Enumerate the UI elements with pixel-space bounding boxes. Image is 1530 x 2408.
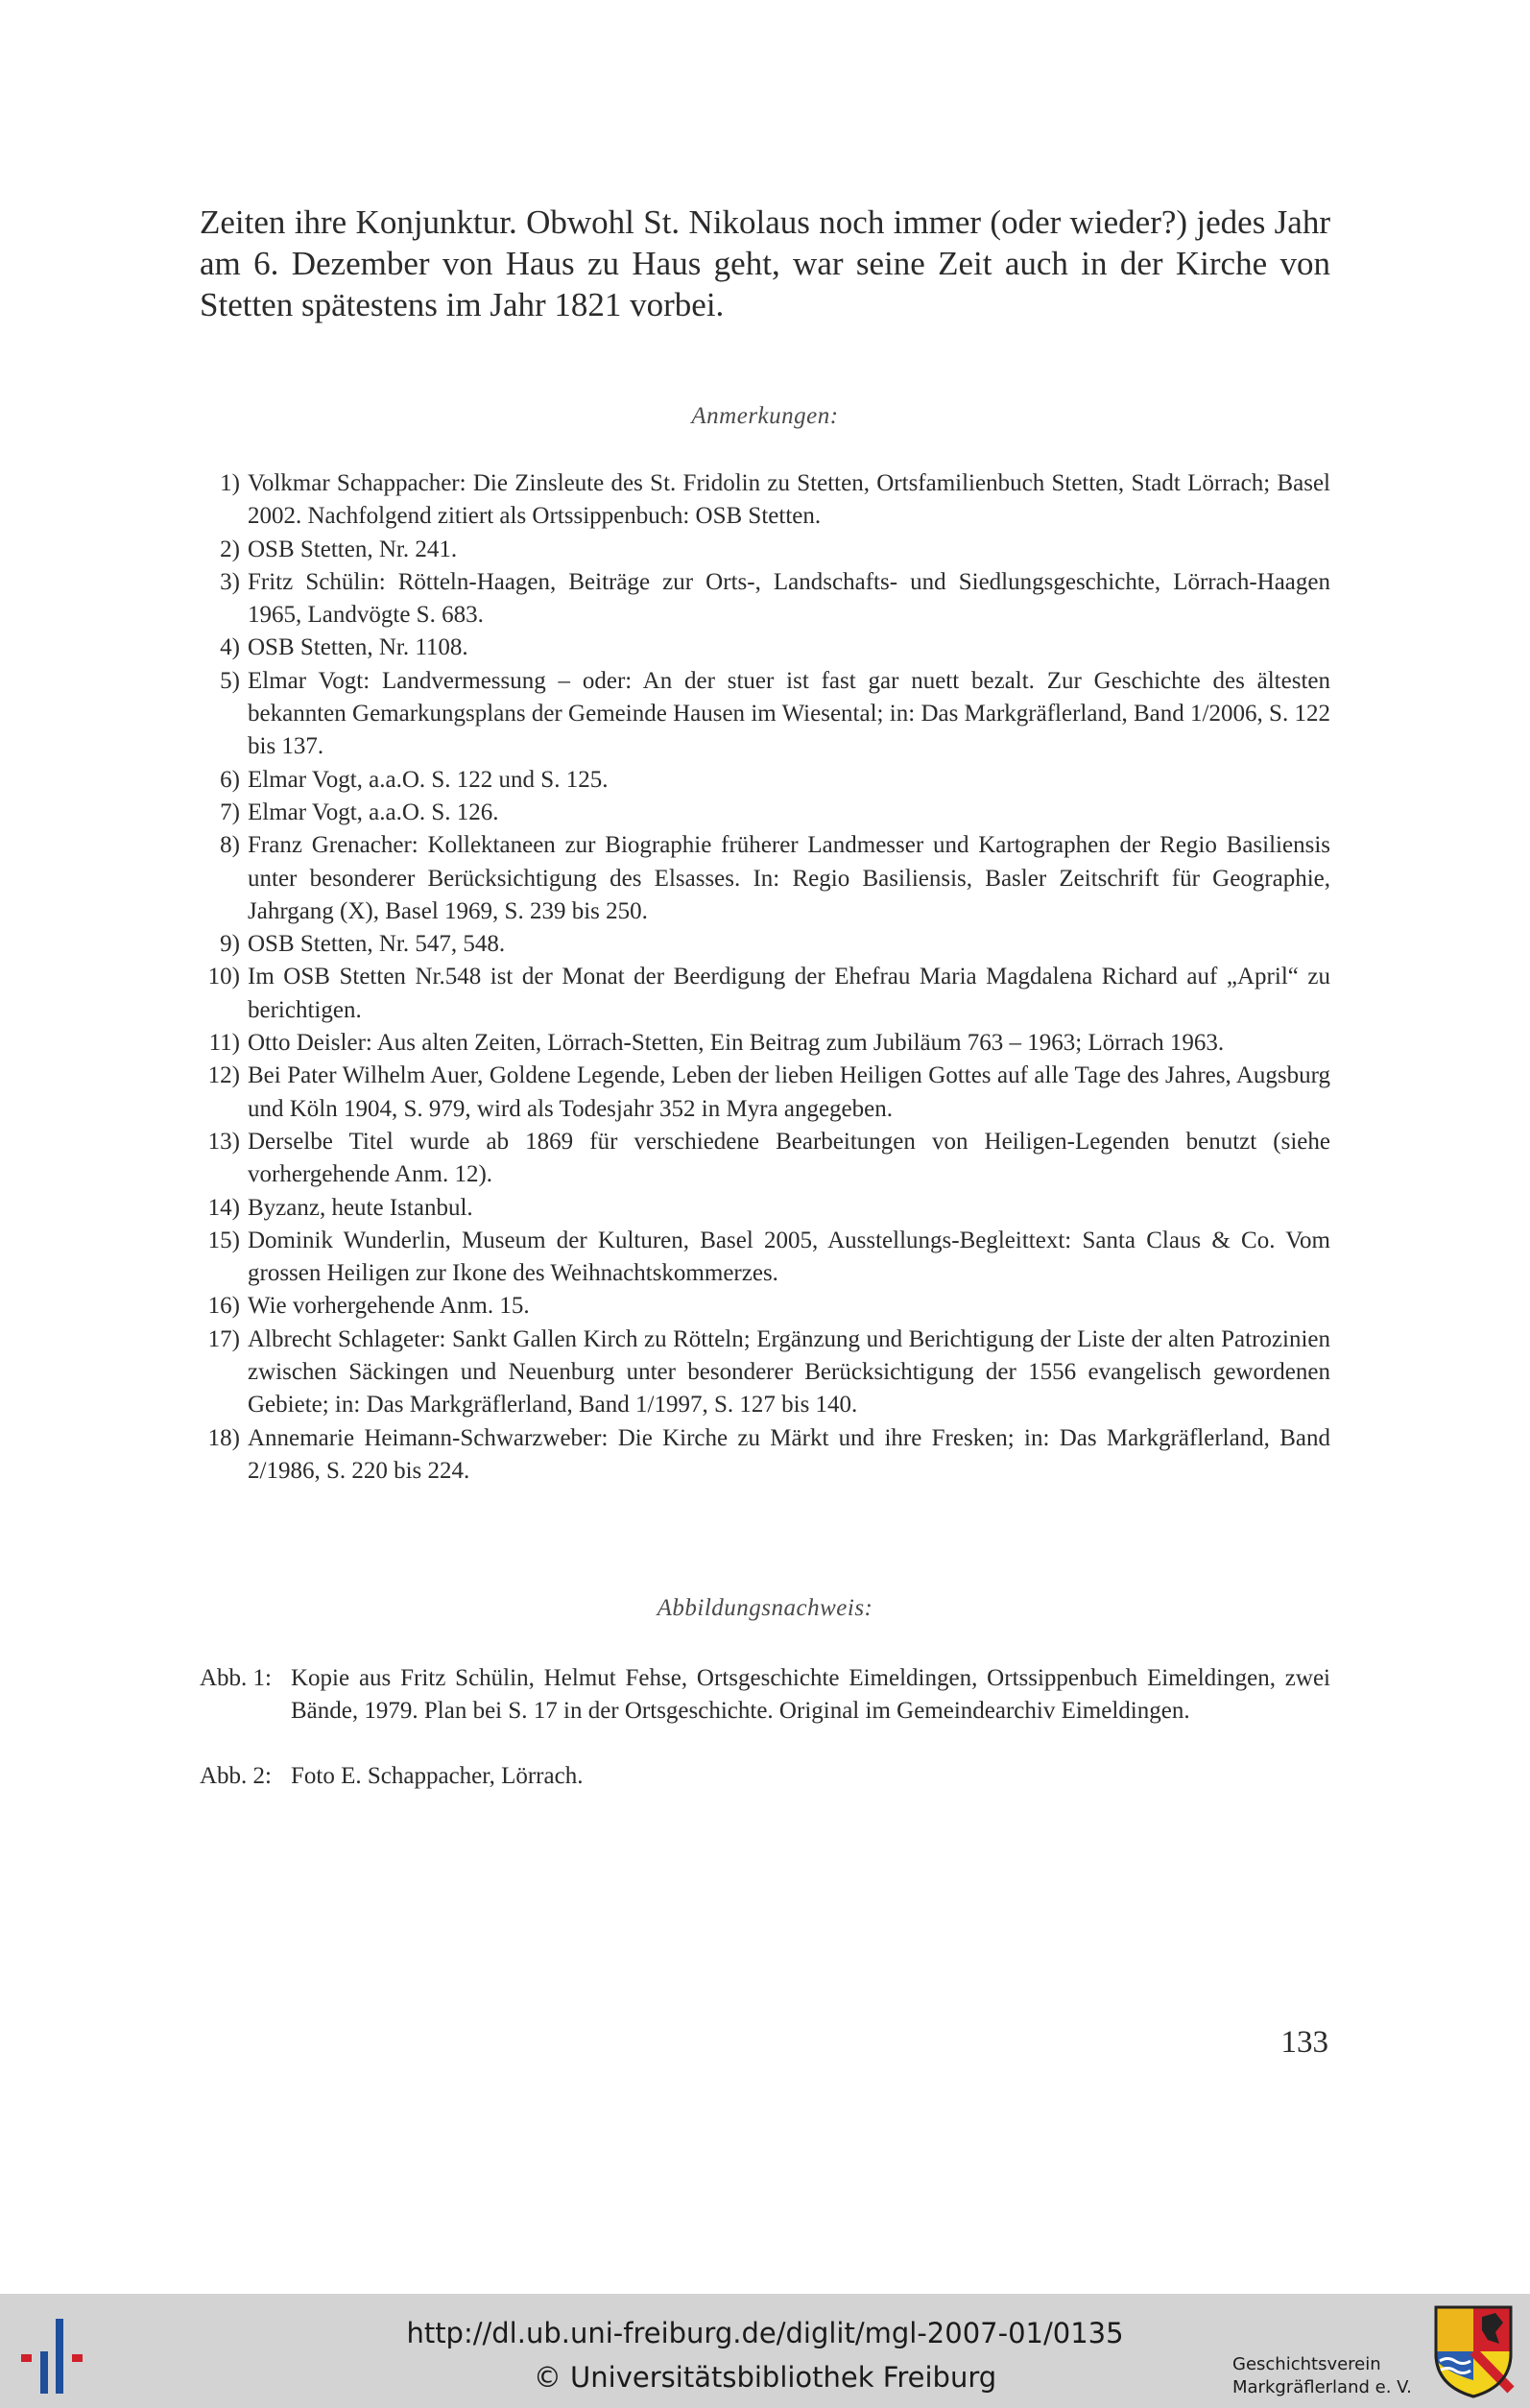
note-item [200,829,1330,928]
note-item [200,1192,1330,1225]
figures-heading: Abbildungsnachweis: [657,1595,873,1621]
note-text: Byzanz, heute Istanbul. [248,1194,473,1221]
footer-copyright: © Universitätsbibliothek Freiburg [533,2361,997,2394]
note-text: Annemarie Heimann-Schwarzweber: Die Kirche zu Märkt und ihre Fresken; in: Das Markgräflerland, Band 2/1986, S. 220 bis 224. [248,1424,1330,1484]
note-number: 14) [207,1194,240,1221]
note-item [200,1126,1330,1192]
note-number: 6) [220,766,240,793]
note-item [200,928,1330,961]
note-text: OSB Stetten, Nr. 547, 548. [248,931,506,958]
note-text: Elmar Vogt, a.a.O. S. 122 und S. 125. [248,766,609,793]
note-item [200,961,1330,1027]
society-name [1232,2353,1412,2399]
intro-paragraph: Zeiten ihre Konjunktur. Obwohl St. Nikolaus noch immer (oder wieder?) jedes Jahr am 6. Dezember von Haus zu Haus geht, war seine Zeit auch in der Kirche von Stetten spätestens im Jahr 1821 vorbei. [200,203,1330,323]
note-text: Franz Grenacher: Kollektaneen zur Biographie früherer Landmesser und Kartographen der Regio Basiliensis unter besonderer Berücksichtigung des Elsasses. In: Regio Basiliensis, Basler Zeitschrift für Geographie, Jahrgang (X), Basel 1969, S. 239 bis 250. [248,832,1330,924]
note-number: 10) [207,964,240,990]
figure-credit-item [200,1760,1330,1793]
note-text: OSB Stetten, Nr. 1108. [248,634,468,661]
figure-label: Abb. 2: [200,1762,272,1789]
note-text: Elmar Vogt, a.a.O. S. 126. [248,799,499,825]
note-number: 7) [220,799,240,825]
note-item [200,1422,1330,1489]
coat-of-arms-icon [1432,2303,1515,2399]
note-number: 1) [220,470,240,496]
note-text: Albrecht Schlageter: Sankt Gallen Kirch zu Rötteln; Ergänzung und Berichtigung der Liste der alten Patrozinien zwischen Säckingen und Neuenburg unter besonderer Berücksichtigung der 1556 evangelisch gewordenen Gebiete; in: Das Markgräflerland, Band 1/1997, S. 127 bis 140. [248,1325,1330,1419]
figures-list [200,1662,1330,1824]
figure-credit-item [200,1662,1330,1729]
note-text: OSB Stetten, Nr. 241. [248,536,458,562]
note-item [200,797,1330,829]
note-text: Im OSB Stetten Nr.548 ist der Monat der Beerdigung der Ehefrau Maria Magdalena Richard auf „April“ zu berichtigen. [248,964,1330,1023]
note-text: Volkmar Schappacher: Die Zinsleute des St. Fridolin zu Stetten, Ortsfamilienbuch Stetten, Stadt Lörrach; Basel 2002. Nachfolgend zitiert als Ortssippenbuch: OSB Stetten. [248,470,1330,530]
note-text: Otto Deisler: Aus alten Zeiten, Lörrach-Stetten, Ein Beitrag zum Jubiläum 763 – 1963; Lörrach 1963. [248,1030,1225,1057]
note-number: 3) [220,568,240,595]
note-number: 2) [220,536,240,562]
footer-bar [0,2294,1530,2408]
note-number: 4) [220,634,240,661]
note-item [200,534,1330,566]
society-line-2: Markgräflerland e. V. [1232,2377,1412,2397]
note-text: Elmar Vogt: Landvermessung – oder: An der stuer ist fast gar nuett bezalt. Zur Geschichte des ältesten bekannten Gemarkungsplans der Gemeinde Hausen im Wiesental; in: Das Markgräflerland, Band 1/2006, S. 122 bis 137. [248,667,1330,760]
figure-text: Kopie aus Fritz Schülin, Helmut Fehse, Ortsgeschichte Eimeldingen, Ortssippenbuch Eimeldingen, zwei Bände, 1979. Plan bei S. 17 in der Ortsgeschichte. Original im Gemeindearchiv Eimeldingen. [291,1665,1330,1725]
note-item [200,1027,1330,1060]
note-text: Dominik Wunderlin, Museum der Kulturen, Basel 2005, Ausstellungs-Begleittext: Santa Claus & Co. Vom grossen Heiligen zur Ikone des Weihnachtskommerzes. [248,1227,1330,1287]
note-item [200,1323,1330,1422]
note-item [200,665,1330,764]
footer-url-link[interactable]: http://dl.ub.uni-freiburg.de/diglit/mgl-2007-01/0135 [406,2317,1124,2349]
note-number: 11) [208,1030,240,1057]
note-item [200,764,1330,797]
note-number: 5) [220,667,240,694]
note-number: 9) [220,931,240,958]
note-item [200,1060,1330,1126]
note-item [200,1290,1330,1323]
note-number: 15) [207,1227,240,1253]
notes-heading: Anmerkungen: [691,403,839,429]
note-text: Bei Pater Wilhelm Auer, Goldene Legende, Leben der lieben Heiligen Gottes auf alle Tage des Jahres, Augsburg und Köln 1904, S. 979, wird als Todesjahr 352 in Myra angegeben. [248,1062,1330,1122]
note-number: 8) [220,832,240,859]
figure-label: Abb. 1: [200,1665,272,1691]
note-item [200,467,1330,534]
note-text: Fritz Schülin: Rötteln-Haagen, Beiträge zur Orts-, Landschafts- und Siedlungsgeschichte, Lörrach-Haagen 1965, Landvögte S. 683. [248,568,1330,629]
note-number: 12) [207,1062,240,1089]
note-item [200,1225,1330,1291]
page-number: 133 [1280,2025,1328,2060]
note-text: Wie vorhergehende Anm. 15. [248,1293,530,1320]
note-number: 13) [207,1128,240,1155]
note-item [200,566,1330,632]
society-line-1: Geschichtsverein [1232,2354,1381,2374]
figure-text: Foto E. Schappacher, Lörrach. [291,1762,584,1789]
note-text: Derselbe Titel wurde ab 1869 für verschiedene Bearbeitungen von Heiligen-Legenden benutzt (siehe vorhergehende Anm. 12). [248,1128,1330,1188]
note-item [200,632,1330,664]
note-number: 17) [207,1325,240,1352]
notes-list [200,467,1330,1488]
note-number: 16) [207,1293,240,1320]
note-number: 18) [207,1424,240,1451]
